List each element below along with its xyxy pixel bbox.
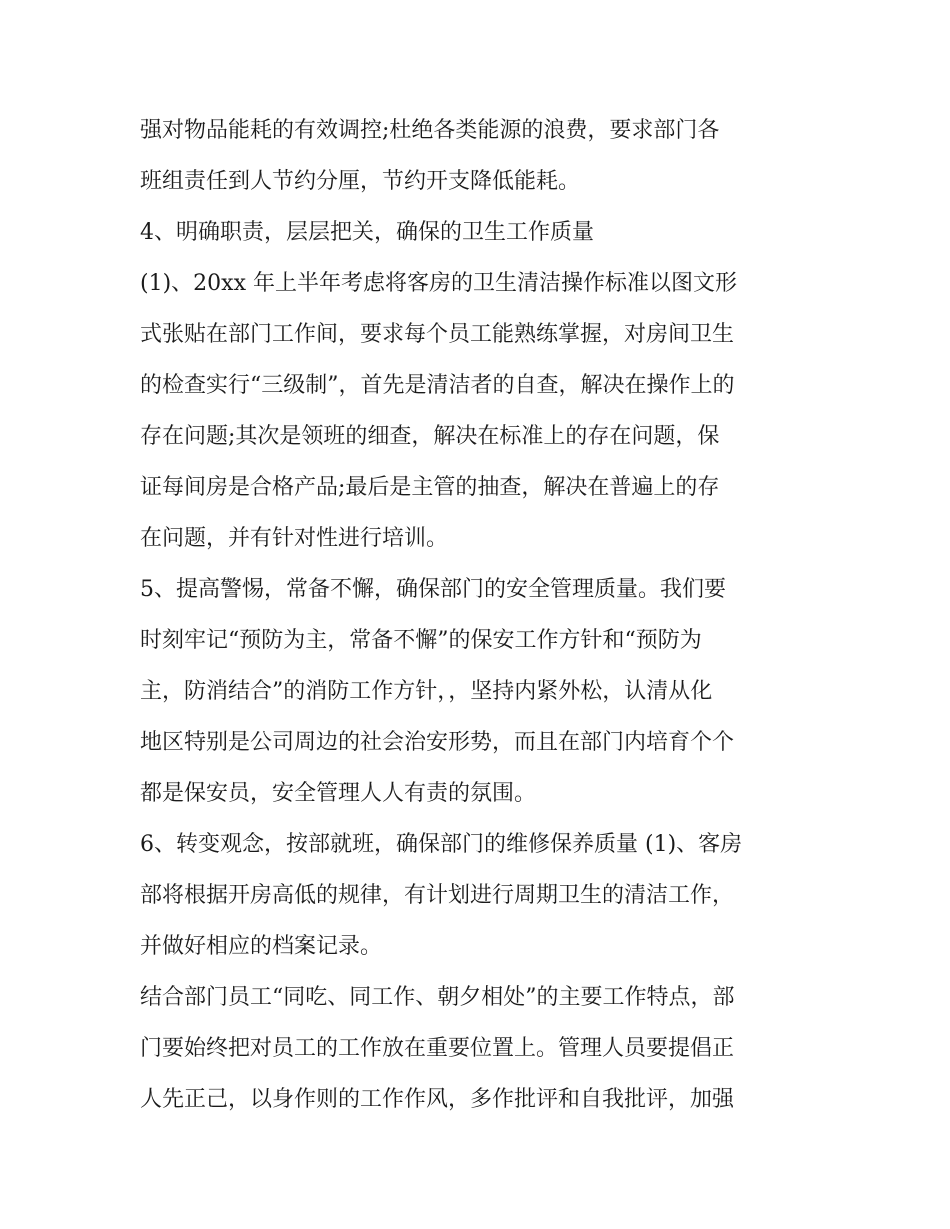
text-line: (1)、20xx 年上半年考虑将客房的卫生清洁操作标准以图文形: [140, 271, 737, 296]
text-line: 强对物品能耗的有效调控;杜绝各类能源的浪费，要求部门各: [140, 118, 720, 143]
text-line: 证每间房是合格产品;最后是主管的抽查，解决在普遍上的存: [140, 475, 720, 500]
text-line: 班组责任到人节约分厘，节约开支降低能耗。: [140, 169, 581, 194]
text-line: 式张贴在部门工作间，要求每个员工能熟练掌握，对房间卫生: [140, 322, 735, 347]
document-body: [140, 105, 820, 1125]
text-line: 部将根据开房高低的规律，有计划进行周期卫生的清洁工作，: [140, 883, 735, 908]
text-line: 时刻牢记“预防为主，常备不懈”的保安工作方针和“预防为: [140, 628, 702, 653]
text-line: 人先正己，以身作则的工作作风，多作批评和自我批评，加强: [140, 1087, 735, 1112]
text-line: 的检查实行“三级制”，首先是清洁者的自查，解决在操作上的: [140, 373, 735, 398]
text-line: 门要始终把对员工的工作放在重要位置上。管理人员要提倡正: [140, 1036, 735, 1061]
text-line: 结合部门员工“同吃、同工作、朝夕相处”的主要工作特点，部: [140, 985, 735, 1010]
text-line: 存在问题;其次是领班的细查，解决在标准上的存在问题，保: [140, 424, 720, 449]
text-line: 主，防消结合”的消防工作方针，，坚持内紧外松，认清从化: [140, 679, 713, 704]
text-line: 在问题，并有针对性进行培训。: [140, 526, 449, 551]
section-heading: 5、提高警惕，常备不懈，确保部门的安全管理质量。我们要: [140, 577, 726, 602]
section-heading: 6、转变观念，按部就班，确保部门的维修保养质量 (1)、客房: [140, 832, 743, 857]
text-line: 都是保安员，安全管理人人有责的氛围。: [140, 781, 537, 806]
text-line: 地区特别是公司周边的社会治安形势，而且在部门内培育个个: [140, 730, 735, 755]
section-heading: 4、明确职责，层层把关，确保的卫生工作质量: [140, 220, 594, 245]
text-line: 并做好相应的档案记录。: [140, 934, 383, 959]
